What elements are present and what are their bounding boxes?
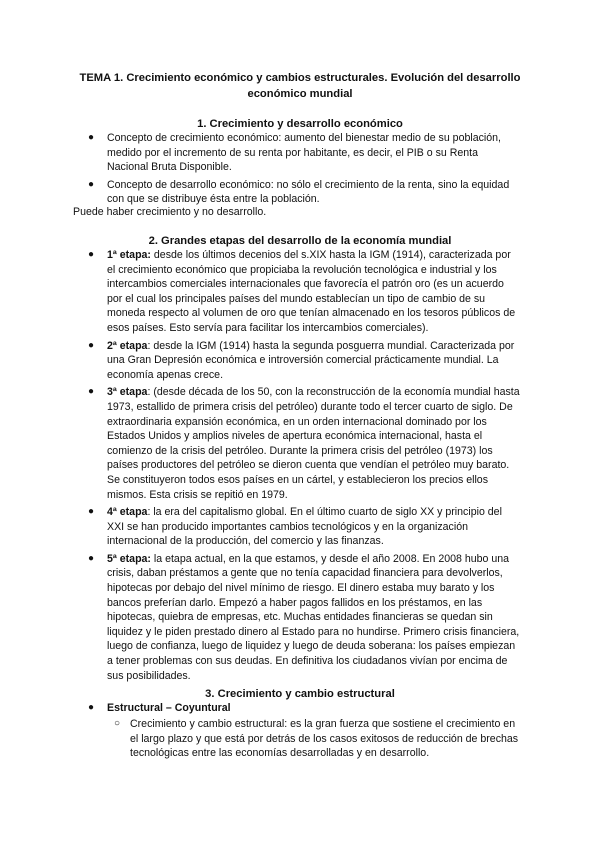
document-title (60, 70, 540, 102)
section-2-list (0, 248, 600, 683)
section-3-list (0, 701, 600, 716)
list-item: ● Estructural – Coyuntural (88, 702, 231, 714)
bullet-icon: ● (88, 249, 95, 260)
section-2-heading: 2. Grandes etapas del desarrollo de la economía mundial (148, 235, 452, 247)
bullet-icon: ● (88, 702, 95, 713)
section-1-heading: 1. Crecimiento y desarrollo económico (197, 118, 403, 130)
list-item: ● Concepto de desarrollo económico: no sólo el crecimiento de la renta, sino la equidad con que se distribuye ésta entre la población. (88, 178, 510, 206)
bullet-icon: ● (88, 386, 95, 398)
bullet-icon: ● (88, 506, 95, 518)
section-1-note: Puede haber crecimiento y no desarrollo. (73, 206, 267, 218)
list-item: ● 5ª etapa: la etapa actual, en la que estamos, y desde el año 2008. En 2008 hubo una crisis, daban préstamos a gente que no tenía capacidad financiera para devolverlos, hipotecas por debajo del nivel mínimo de riesgo. El dinero estaba muy barato y los bancos preferían darlo. Empezó a haber pagos fallidos en los préstamos, en las hipotecas, quiebra de empresas, etc. Muchas entidades financieras se quedan sin liquidez y le piden prestado dinero al Estado para no hundirse. Primero crisis financiera, luego de confianza, luego de liquidez y luego de deuda soberana: los países empiezan a tener problemas con sus deudas. En definitiva los ciudadanos vivían por encima de sus posibilidades. (88, 552, 520, 682)
list-item: ● 1ª etapa: desde los últimos decenios del s.XIX hasta la IGM (1914), caracterizada por el crecimiento económico que propiciaba la revolución tecnológica e industrial y los intercambios comerciales internacionales que favorecía el patrón oro (es un acuerdo por el cual los principales países del mundo establecían un tipo de cambio de su moneda respecto al volumen de oro que tenían almacenado en los tesoros públicos de esos países. Esto servía para facilitar los intercambios comerciales). (88, 249, 516, 334)
section-1-list (0, 131, 600, 207)
list-item: ○ Crecimiento y cambio estructural: es la gran fuerza que sostiene el crecimiento en el largo plazo y que está por detrás de los casos exitosos de reducción de brechas tecnológicas entre las economías desarrolladas y en desarrollo. (114, 718, 519, 760)
title-line-2: económico mundial (247, 88, 353, 100)
list-item: ● 3ª etapa: (desde década de los 50, con la reconstrucción de la economía mundial hasta 1973, estallido de primera crisis del petróleo) durante todo el tercer cuarto de siglo. De extraordinaria expansión económica, en un orden internacional dominado por los Estados Unidos y amplios niveles de apertura económica internacional, hasta el comienzo de la crisis del petróleo. Durante la primera crisis del petróleo (1973) los países productores del petróleo se dieron cuenta que vendían el petróleo muy barato. Se constituyeron todos esos países en un cártel, y establecieron los precios ellos mismos. Esta crisis se repitió en 1979. (88, 386, 520, 501)
section-3-sublist (0, 717, 600, 761)
bullet-icon: ● (88, 178, 95, 190)
title-line-1: TEMA 1. Crecimiento económico y cambios estructurales. Evolución del desarrollo (79, 72, 521, 84)
hollow-bullet-icon: ○ (114, 718, 121, 729)
bullet-icon: ● (88, 339, 95, 351)
list-item: ● 2ª etapa: desde la IGM (1914) hasta la segunda posguerra mundial. Caracterizada por una Gran Depresión económica e introversión comercial prácticamente mundial. La economía apenas crece. (88, 339, 515, 381)
list-item: ● 4ª etapa: la era del capitalismo global. En el último cuarto de siglo XX y principio del XXI se han producido importantes cambios tecnológicos y en la organización internacional de la producción, del comercio y las finanzas. (88, 506, 502, 548)
section-3-heading: 3. Crecimiento y cambio estructural (205, 688, 395, 700)
bullet-icon: ● (88, 552, 95, 564)
bullet-icon: ● (88, 132, 95, 143)
list-item: ● Concepto de crecimiento económico: aumento del bienestar medio de su población, medido por el incremento de su renta por habitante, es decir, el PIB o su Renta Nacional Bruta Disponible. (88, 132, 501, 174)
